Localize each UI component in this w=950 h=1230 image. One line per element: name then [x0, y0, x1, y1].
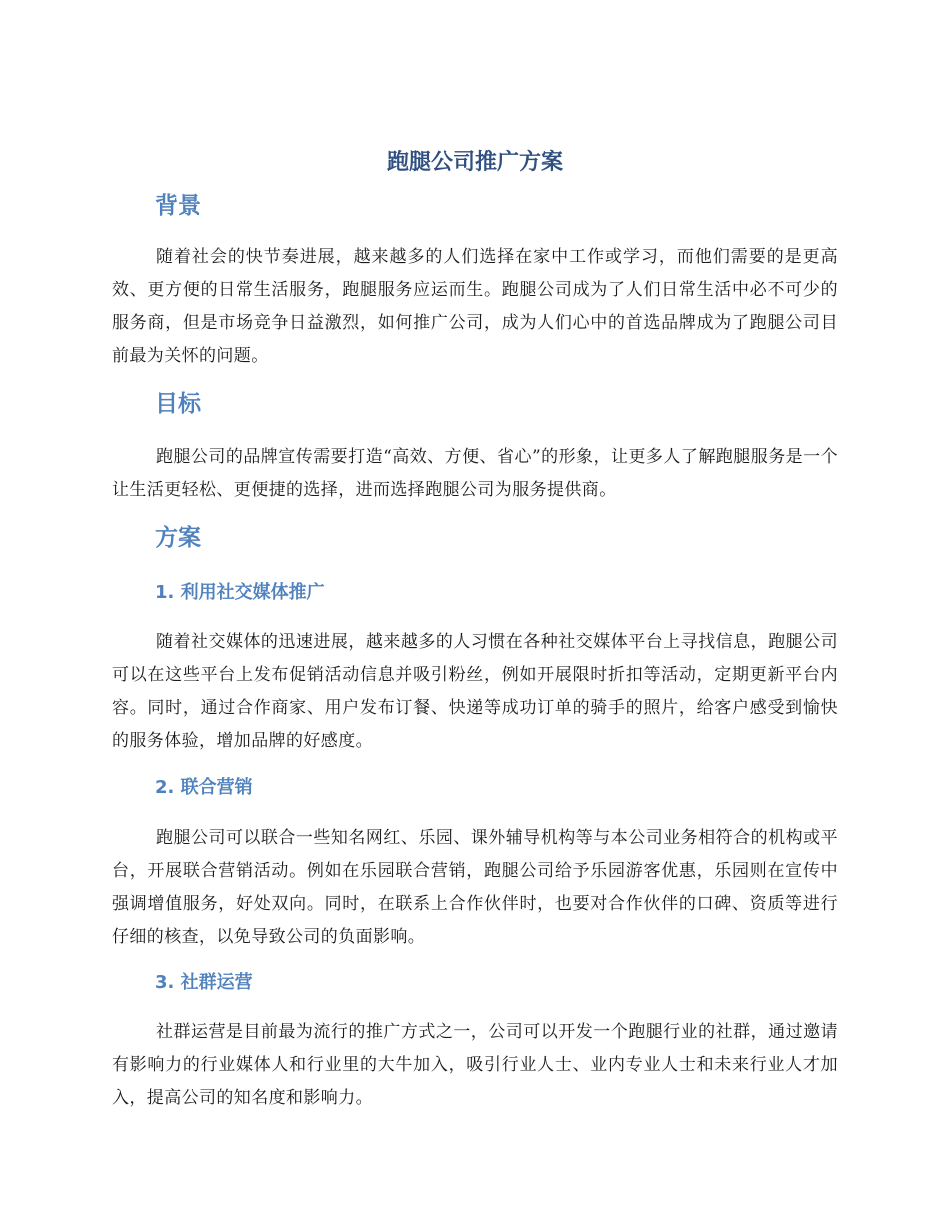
subsection-paragraph-social-media: 随着社交媒体的迅速进展，越来越多的人习惯在各种社交媒体平台上寻找信息，跑腿公司可以在这些平台上发布促销活动信息并吸引粉丝，例如开展限时折扣等活动，定期更新平台内容。同时，通过合作商家、用户发布订餐、快递等成功订单的骑手的照片，给客户感受到愉快的服务体验，增加品牌的好感度。: [112, 632, 838, 751]
section-heading-plan: 方案: [155, 525, 201, 551]
document-title: 跑腿公司推广方案: [386, 150, 563, 175]
subsection-paragraph-joint-marketing: 跑腿公司可以联合一些知名网红、乐园、课外辅导机构等与本公司业务相符合的机构或平台，开展联合营销活动。例如在乐园联合营销，跑腿公司给予乐园游客优惠，乐园则在宣传中强调增值服务，好处双向。同时，在联系上合作伙伴时，也要对合作伙伴的口碑、资质等进行仔细的核查，以免导致公司的负面影响。: [112, 828, 838, 947]
section-heading-background: 背景: [155, 193, 201, 219]
subsection-heading-joint-marketing: 2. 联合营销: [155, 777, 253, 798]
subsection-paragraph-community: 社群运营是目前最为流行的推广方式之一，公司可以开发一个跑腿行业的社群，通过邀请有影响力的行业媒体人和行业里的大牛加入，吸引行业人士、业内专业人士和未来行业人才加入，提高公司的知名度和影响力。: [112, 1022, 838, 1108]
subsection-heading-social-media: 1. 利用社交媒体推广: [155, 582, 325, 603]
subsection-heading-community: 3. 社群运营: [155, 972, 253, 993]
section-paragraph-background: 随着社会的快节奏进展，越来越多的人们选择在家中工作或学习，而他们需要的是更高效、更方便的日常生活服务，跑腿服务应运而生。跑腿公司成为了人们日常生活中必不可少的服务商，但是市场竞争日益激烈，如何推广公司，成为人们心中的首选品牌成为了跑腿公司目前最为关怀的问题。: [112, 247, 838, 366]
section-paragraph-goal: 跑腿公司的品牌宣传需要打造“高效、方便、省心”的形象，让更多人了解跑腿服务是一个让生活更轻松、更便捷的选择，进而选择跑腿公司为服务提供商。: [112, 447, 838, 500]
section-heading-goal: 目标: [155, 391, 201, 417]
